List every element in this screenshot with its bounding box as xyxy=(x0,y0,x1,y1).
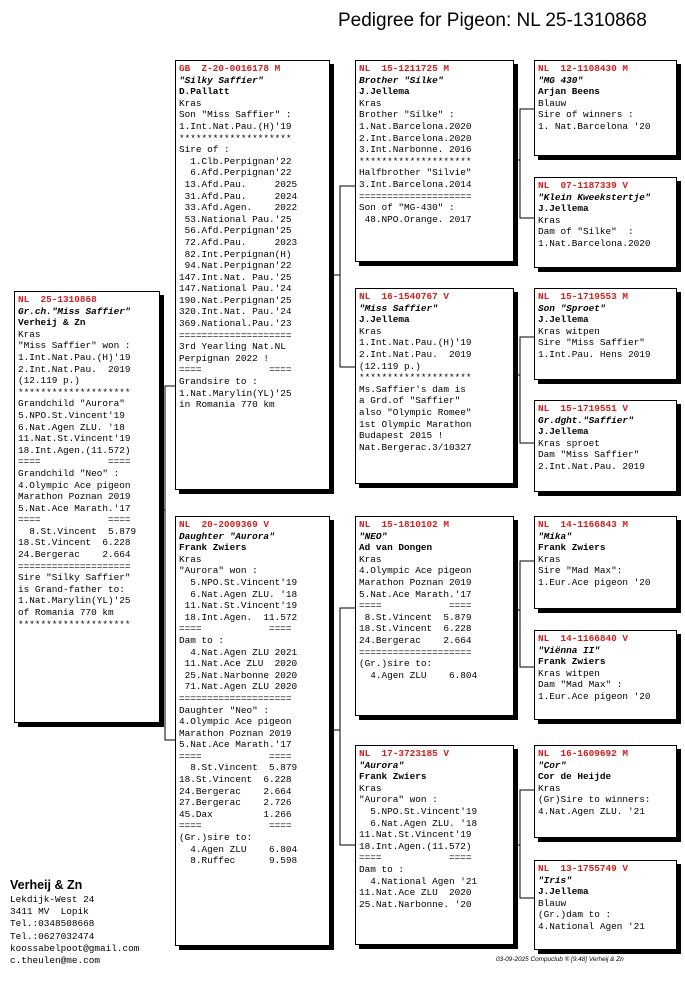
page-title: Pedigree for Pigeon: NL 25-1310868 xyxy=(338,10,647,31)
info-line: Sire of : xyxy=(179,144,230,156)
info-line: Kras xyxy=(538,553,561,565)
pigeon-card-ss-sire[interactable] xyxy=(534,60,677,156)
owner-name: J.Jellema xyxy=(538,203,589,215)
info-line: 31.Afd.Pau. 2024 xyxy=(179,190,298,202)
pigeon-name: "Mika" xyxy=(538,530,572,542)
info-line: Grandsire to : xyxy=(179,376,258,388)
info-line: Marathon Poznan 2019 xyxy=(179,727,292,739)
footer-note: 03-09-2025 Compuclub ® [9.48] Verheij & Zn xyxy=(496,956,624,963)
info-line: Sire "Miss Saffier" xyxy=(538,337,645,349)
info-line: ==== ==== xyxy=(359,600,472,612)
info-line: ==== ==== xyxy=(18,456,131,468)
info-line: 5.Nat.Ace Marath.'17 xyxy=(18,502,131,514)
info-line: (Gr)Sire to winners: xyxy=(538,794,651,806)
info-line: 45.Dax 1.266 xyxy=(179,808,292,820)
pigeon-name: "MG 430" xyxy=(538,74,584,86)
owner-name: J.Jellema xyxy=(359,86,410,98)
breeder-address: Lekdijk-West 24 xyxy=(10,894,95,905)
owner-name: Frank Zwiers xyxy=(179,542,247,554)
info-line: 1. Nat.Barcelona '20 xyxy=(538,120,651,132)
owner-name: Frank Zwiers xyxy=(538,656,606,668)
info-line: ==================== xyxy=(179,692,292,704)
info-line: "Aurora" won : xyxy=(179,565,258,577)
pigeon-card-dd-dam[interactable] xyxy=(534,860,677,950)
info-line: 25.Nat.Narbonne 2020 xyxy=(179,669,298,681)
pigeon-card-ss-dam[interactable] xyxy=(534,177,677,268)
info-line: ******************** xyxy=(359,372,472,384)
ring-number: NL 15-1719551 V xyxy=(538,403,629,414)
info-line: of Romania 770 km xyxy=(18,607,114,619)
info-line: 1.Int.Pau. Hens 2019 xyxy=(538,348,651,360)
breeder-name: Verheij & Zn xyxy=(10,878,83,892)
info-line: 18.St.Vincent 6.228 xyxy=(18,537,131,549)
info-line: Sire of winners : xyxy=(538,109,634,121)
info-line: ==================== xyxy=(359,646,472,658)
info-line: 13.Afd.Pau. 2025 xyxy=(179,178,298,190)
info-line: Kras xyxy=(359,553,382,565)
owner-name: Arjan Beens xyxy=(538,86,600,98)
ring-number: NL 17-3723185 V xyxy=(359,748,450,759)
owner-name: Frank Zwiers xyxy=(538,542,606,554)
pigeon-card-ds-sire[interactable] xyxy=(534,516,677,609)
info-line: Nat.Bergerac.3/10327 xyxy=(359,441,472,453)
info-line: ==== ==== xyxy=(179,623,292,635)
info-line: 6.Nat.Agen ZLU. '18 xyxy=(359,817,478,829)
pigeon-card-dam[interactable] xyxy=(175,516,330,946)
pigeon-name: "Iris" xyxy=(538,874,572,886)
info-line: 18.Int.Agen.(11.572) xyxy=(18,444,131,456)
info-line: Kras xyxy=(359,97,382,109)
info-line: 11.Nat.St.Vincent'19 xyxy=(359,829,472,841)
info-line: 4.Nat.Agen ZLU 2021 xyxy=(179,646,298,658)
info-line: 2.Int.Barcelona.2020 xyxy=(359,132,472,144)
info-line: 5.NPO.St.Vincent'19 xyxy=(179,576,298,588)
owner-name: D.Pallatt xyxy=(179,86,230,98)
info-line: 3.Int.Barcelona.2014 xyxy=(359,178,472,190)
info-line: Brother "Silke" : xyxy=(359,109,455,121)
info-line: 11.Nat.Ace ZLU 2020 xyxy=(179,658,298,670)
info-line: 4.Agen ZLU 6.804 xyxy=(179,843,298,855)
info-line: 25.Nat.Narbonne. '20 xyxy=(359,898,472,910)
ring-number: NL 15-1719553 M xyxy=(538,291,629,302)
info-line: (Gr.)sire to: xyxy=(179,832,253,844)
breeder-info xyxy=(10,876,139,967)
info-line: 6.Nat.Agen ZLU. '18 xyxy=(179,588,298,600)
pigeon-card-sd-sire[interactable] xyxy=(534,288,677,380)
info-line: Son "Miss Saffier" : xyxy=(179,109,292,121)
info-line: 1.Int.Nat.Pau.(H)'19 xyxy=(18,351,131,363)
pigeon-name: Brother "Silke" xyxy=(359,74,444,86)
pigeon-name: "Aurora" xyxy=(359,759,405,771)
info-line: Ms.Saffier's dam is xyxy=(359,383,466,395)
ring-number: NL 16-1609692 M xyxy=(538,748,629,759)
info-line: Grandchild "Neo" : xyxy=(18,467,120,479)
pigeon-card-dd-sire[interactable] xyxy=(534,745,677,838)
info-line: a Grd.of "Saffier" xyxy=(359,395,461,407)
info-line: 3.Int.Narbonne. 2016 xyxy=(359,144,472,156)
info-line: 4.Agen ZLU 6.804 xyxy=(359,669,478,681)
owner-name: J.Jellema xyxy=(538,314,589,326)
info-line: 5.NPO.St.Vincent'19 xyxy=(18,409,125,421)
ring-number: NL 13-1755749 V xyxy=(538,863,629,874)
info-line: 147.Int.Nat. Pau.'25 xyxy=(179,271,292,283)
info-line: ==== ==== xyxy=(359,852,472,864)
ring-number: NL 12-1108430 M xyxy=(538,63,629,74)
ring-number: NL 20-2009369 V xyxy=(179,519,270,530)
info-line: (Gr.)sire to: xyxy=(359,658,433,670)
info-line: ==================== xyxy=(359,190,472,202)
info-line: 1.Nat.Marylin(YL)'25 xyxy=(179,387,292,399)
owner-name: Verheij & Zn xyxy=(18,317,86,329)
info-line: 1st Olympic Marathon xyxy=(359,418,472,430)
info-line: Dam "Miss Saffier" xyxy=(538,449,640,461)
info-line: ==== ==== xyxy=(179,364,292,376)
info-line: 1.Nat.Barcelona.2020 xyxy=(538,237,651,249)
info-line: 18.St.Vincent 6.228 xyxy=(179,774,292,786)
info-line: Kras xyxy=(359,782,382,794)
info-line: (12.119 p.) xyxy=(359,360,421,372)
info-line: 8.St.Vincent 5.879 xyxy=(18,525,137,537)
info-line: ==================== xyxy=(179,329,292,341)
info-line: 1.Nat.Marylin(YL)'25 xyxy=(18,595,131,607)
ring-number: NL 15-1211725 M xyxy=(359,63,450,74)
info-line: 5.Nat.Ace Marath.'17 xyxy=(359,588,472,600)
info-line: (12.119 p.) xyxy=(18,375,80,387)
pigeon-name: Gr.ch."Miss Saffier" xyxy=(18,305,131,317)
info-line: 4.Olympic Ace pigeon xyxy=(359,565,472,577)
info-line: 24.Bergerac 2.664 xyxy=(179,785,292,797)
info-line: 56.Afd.Perpignan'25 xyxy=(179,225,292,237)
info-line: 18.Int.Agen.(11.572) xyxy=(359,840,472,852)
pigeon-name: "Miss Saffier" xyxy=(359,302,438,314)
pigeon-card-sd-dam[interactable] xyxy=(534,400,677,492)
info-line: Dam to : xyxy=(179,634,225,646)
info-line: "Miss Saffier" won : xyxy=(18,340,131,352)
info-line: 1.Clb.Perpignan'22 xyxy=(179,155,292,167)
owner-name: J.Jellema xyxy=(538,426,589,438)
info-line: Son of "MG-430" : xyxy=(359,202,455,214)
info-line: Blauw xyxy=(538,97,567,109)
info-line: 11.Nat.St.Vincent'19 xyxy=(18,433,131,445)
info-line: 4.Olympic Ace pigeon xyxy=(179,716,292,728)
info-line: 18.Int.Agen. 11.572 xyxy=(179,611,298,623)
info-line: 369.National.Pau.'23 xyxy=(179,318,292,330)
pigeon-name: Daughter "Aurora" xyxy=(179,530,275,542)
ring-number: GB Z-20-0016178 M xyxy=(179,63,281,74)
info-line: 33.Afd.Agen. 2022 xyxy=(179,202,298,214)
info-line: 1.Int.Nat.Pau.(H)'19 xyxy=(359,337,472,349)
pigeon-card-dam-dam[interactable] xyxy=(355,745,514,945)
info-line: 2.Int.Nat.Pau. 2019 xyxy=(359,348,472,360)
info-line: 5.NPO.St.Vincent'19 xyxy=(359,805,478,817)
info-line: "Aurora" won : xyxy=(359,794,438,806)
info-line: 1.Eur.Ace pigeon '20 xyxy=(538,576,651,588)
info-line: 82.Int.Perpignan(H) xyxy=(179,248,292,260)
owner-name: J.Jellema xyxy=(359,314,410,326)
info-line: 6.Afd.Perpignan'22 xyxy=(179,167,292,179)
info-line: Marathon Poznan 2019 xyxy=(359,576,472,588)
pigeon-name: "NEO" xyxy=(359,530,388,542)
info-line: Daughter "Neo" : xyxy=(179,704,270,716)
info-line: 8.St.Vincent 5.879 xyxy=(179,762,298,774)
info-line: Kras xyxy=(179,97,202,109)
info-line: 53.National Pau.'25 xyxy=(179,213,292,225)
info-line: 1.Nat.Barcelona.2020 xyxy=(359,120,472,132)
info-line: 11.Nat.Ace ZLU 2020 xyxy=(359,887,472,899)
info-line: 24.Bergerac 2.664 xyxy=(359,634,472,646)
info-line: ******************** xyxy=(359,155,472,167)
info-line: ==== ==== xyxy=(18,514,131,526)
breeder-phone: Tel.:0348508668 xyxy=(10,918,95,930)
pigeon-name: Gr.dght."Saffier" xyxy=(538,414,634,426)
info-line: Dam of "Silke" : xyxy=(538,226,634,238)
pigeon-name: "Cor" xyxy=(538,759,567,771)
info-line: Sire "Mad Max": xyxy=(538,565,623,577)
ring-number: NL 14-1166843 M xyxy=(538,519,629,530)
info-line: Kras witpen xyxy=(538,667,600,679)
pigeon-name: "Klein Kweekstertje" xyxy=(538,191,651,203)
info-line: Sire "Silky Saffier" xyxy=(18,572,131,584)
info-line: 4.Nat.Agen ZLU. '21 xyxy=(538,805,645,817)
info-line: ==== ==== xyxy=(179,750,292,762)
info-line: 320.Int.Nat. Pau.'24 xyxy=(179,306,292,318)
info-line: 8.St.Vincent 5.879 xyxy=(359,611,472,623)
owner-name: Cor de Heijde xyxy=(538,771,612,783)
pigeon-card-sire-dam[interactable] xyxy=(355,288,514,484)
owner-name: Ad van Dongen xyxy=(359,542,433,554)
info-line: Blauw xyxy=(538,897,567,909)
info-line: Dam "Mad Max" : xyxy=(538,679,623,691)
info-line: Budapest 2015 ! xyxy=(359,430,444,442)
info-line: 71.Nat.Agen ZLU 2020 xyxy=(179,681,298,693)
info-line: 24.Bergerac 2.664 xyxy=(18,549,131,561)
breeder-email-2: c.theulen@me.com xyxy=(10,955,101,967)
ring-number: NL 25-1310868 xyxy=(18,294,97,305)
info-line: Marathon Poznan 2019 xyxy=(18,491,131,503)
info-line: ==================== xyxy=(18,560,131,572)
info-line: Kras xyxy=(179,553,202,565)
info-line: ******************** xyxy=(179,132,292,144)
info-line: 48.NPO.Orange. 2017 xyxy=(359,213,472,225)
pigeon-card-sire[interactable] xyxy=(175,60,330,490)
info-line: 3rd Yearling Nat.NL xyxy=(179,341,286,353)
ring-number: NL 16-1540767 V xyxy=(359,291,450,302)
info-line: is Grand-father to: xyxy=(18,583,125,595)
info-line: 4.Olympic Ace pigeon xyxy=(18,479,131,491)
info-line: 1.Int.Nat.Pau.(H)'19 xyxy=(179,120,292,132)
info-line: ******************** xyxy=(18,386,131,398)
info-line: ******************** xyxy=(18,618,131,630)
pigeon-name: "Viënna II" xyxy=(538,644,600,656)
info-line: Kras sproet xyxy=(538,437,600,449)
info-line: Kras xyxy=(538,782,561,794)
pigeon-card-dam-sire[interactable] xyxy=(355,516,514,716)
info-line: Kras witpen xyxy=(538,325,600,337)
info-line: Dam to : xyxy=(359,863,405,875)
breeder-postcode: 3411 MV Lopik xyxy=(10,906,89,918)
info-line: 94.Nat.Perpignan'22 xyxy=(179,260,292,272)
info-line: 72.Afd.Pau. 2023 xyxy=(179,236,298,248)
pigeon-card-ds-dam[interactable] xyxy=(534,630,677,720)
info-line: 190.Nat.Perpignan'25 xyxy=(179,294,292,306)
info-line: 18.St.Vincent 6.228 xyxy=(359,623,472,635)
info-line: (Gr.)dam to : xyxy=(538,909,612,921)
info-line: 27.Bergerac 2.726 xyxy=(179,797,292,809)
ring-number: NL 14-1166840 V xyxy=(538,633,629,644)
owner-name: J.Jellema xyxy=(538,886,589,898)
breeder-mobile: Tel.:0627032474 xyxy=(10,930,95,942)
info-line: Grandchild "Aurora" xyxy=(18,398,125,410)
info-line: in Romania 770 km xyxy=(179,399,275,411)
info-line: 11.Nat.St.Vincent'19 xyxy=(179,600,298,612)
info-line: 8.Ruffec 9.598 xyxy=(179,855,298,867)
info-line: 2.Int.Nat.Pau. 2019 xyxy=(538,460,645,472)
breeder-email: koossabelpoot@gmail.com xyxy=(10,942,140,954)
owner-name: Frank Zwiers xyxy=(359,771,427,783)
info-line: Kras xyxy=(18,328,41,340)
info-line: Kras xyxy=(538,214,561,226)
info-line: 4.National Agen '21 xyxy=(359,875,478,887)
info-line: 147.National Pau.'24 xyxy=(179,283,292,295)
info-line: Perpignan 2022 ! xyxy=(179,352,270,364)
pigeon-card-sire-sire[interactable] xyxy=(355,60,514,262)
info-line: ==== ==== xyxy=(179,820,292,832)
pigeon-name: Son "Sproet" xyxy=(538,302,606,314)
pigeon-card-subject[interactable] xyxy=(14,291,160,723)
pigeon-name: "Silky Saffier" xyxy=(179,74,264,86)
info-line: 4.National Agen '21 xyxy=(538,920,645,932)
info-line: 1.Eur.Ace pigeon '20 xyxy=(538,690,651,702)
info-line: Kras xyxy=(359,325,382,337)
info-line: Halfbrother "Silvie" xyxy=(359,167,472,179)
info-line: also "Olympic Romee" xyxy=(359,406,472,418)
info-line: 5.Nat.Ace Marath.'17 xyxy=(179,739,292,751)
info-line: 2.Int.Nat.Pau. 2019 xyxy=(18,363,131,375)
ring-number: NL 15-1810102 M xyxy=(359,519,450,530)
info-line: 6.Nat.Agen ZLU. '18 xyxy=(18,421,125,433)
ring-number: NL 07-1187339 V xyxy=(538,180,629,191)
